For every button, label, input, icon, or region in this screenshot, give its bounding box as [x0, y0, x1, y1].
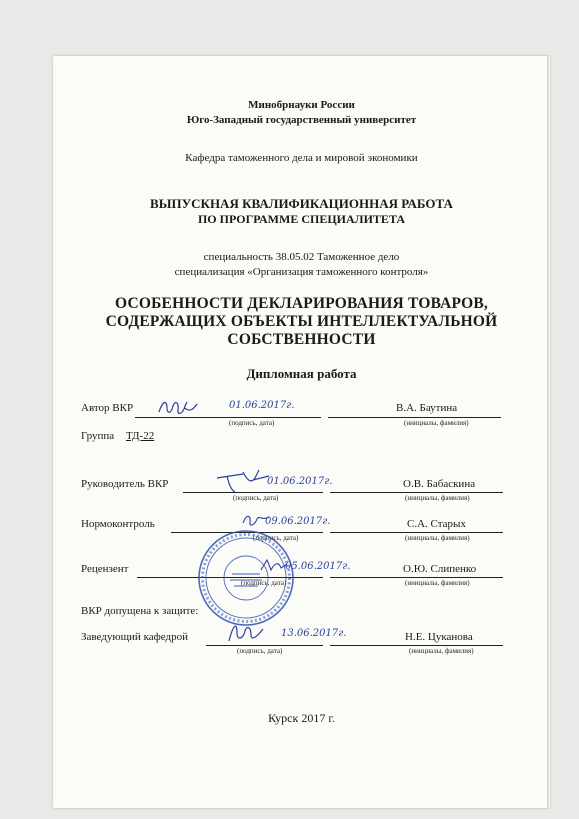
supervisor-name-hint: (инициалы, фамилия) — [405, 494, 470, 502]
author-date: 01.06.2017г. — [229, 400, 295, 411]
head-sign-hint: (подпись, дата) — [237, 647, 283, 655]
supervisor-signature — [213, 466, 273, 496]
head-name-line — [330, 645, 503, 646]
head-label: Заведующий кафедрой — [81, 631, 188, 643]
normcontrol-name: С.А. Старых — [407, 518, 466, 530]
reviewer-name-line — [330, 577, 503, 578]
thesis-title-line3: СОБСТВЕННОСТИ — [227, 331, 376, 348]
supervisor-sign-hint: (подпись, дата) — [233, 494, 279, 502]
reviewer-sign-hint: (подпись, дата) — [241, 579, 287, 587]
author-signature — [157, 396, 201, 418]
reviewer-name-hint: (инициалы, фамилия) — [405, 579, 470, 587]
reviewer-name: О.Ю. Слипенко — [403, 563, 477, 575]
supervisor-name-line — [330, 492, 503, 493]
thesis-title-line1: ОСОБЕННОСТИ ДЕКЛАРИРОВАНИЯ ТОВАРОВ, — [115, 295, 488, 312]
group-value: ТД-22 — [126, 430, 155, 442]
author-name: В.А. Баутина — [396, 402, 458, 414]
normcontrol-name-line — [330, 532, 503, 533]
university-stamp — [196, 528, 299, 628]
work-type-line1: ВЫПУСКНАЯ КВАЛИФИКАЦИОННАЯ РАБОТА — [150, 196, 453, 211]
author-name-line — [328, 417, 501, 418]
ministry-name: Минобрнауки России — [248, 99, 355, 111]
author-name-hint: (инициалы, фамилия) — [404, 419, 469, 427]
department-name: Кафедра таможенного дела и мировой экономики — [185, 152, 418, 164]
supervisor-name: О.В. Бабаскина — [403, 478, 476, 490]
head-name-hint: (инициалы, фамилия) — [409, 647, 474, 655]
head-date: 13.06.2017г. — [281, 628, 347, 639]
thesis-title-line2: СОДЕРЖАЩИХ ОБЪЕКТЫ ИНТЕЛЛЕКТУАЛЬНОЙ — [105, 313, 498, 330]
work-kind: Дипломная работа — [246, 366, 357, 381]
work-type-line2: ПО ПРОГРАММЕ СПЕЦИАЛИТЕТА — [197, 212, 406, 226]
head-name: Н.Е. Цуканова — [405, 631, 473, 643]
specialization: специализация «Организация таможенного контроля» — [174, 266, 429, 278]
group-label: Группа — [81, 430, 115, 442]
specialty: специальность 38.05.02 Таможенное дело — [203, 251, 400, 263]
university-name: Юго-Западный государственный университет — [186, 114, 417, 126]
supervisor-label: Руководитель ВКР — [81, 478, 169, 490]
normcontrol-label: Нормоконтроль — [81, 518, 155, 530]
normcontrol-sign-hint: (подпись, дата) — [253, 534, 299, 542]
author-label: Автор ВКР — [81, 402, 134, 414]
title-page — [53, 56, 550, 808]
city-year: Курск 2017 г. — [268, 711, 335, 725]
reviewer-date: 05.06.2017г. — [285, 561, 351, 572]
normcontrol-name-hint: (инициалы, фамилия) — [405, 534, 470, 542]
page-edge — [547, 56, 549, 808]
normcontrol-date: 09.06.2017г. — [265, 516, 331, 527]
author-sign-hint: (подпись, дата) — [229, 419, 275, 427]
supervisor-date: 01.06.2017г. — [267, 476, 333, 487]
head-sign-line — [206, 645, 323, 646]
reviewer-label: Рецензент — [81, 563, 129, 575]
admitted-label: ВКР допущена к защите: — [81, 605, 199, 617]
